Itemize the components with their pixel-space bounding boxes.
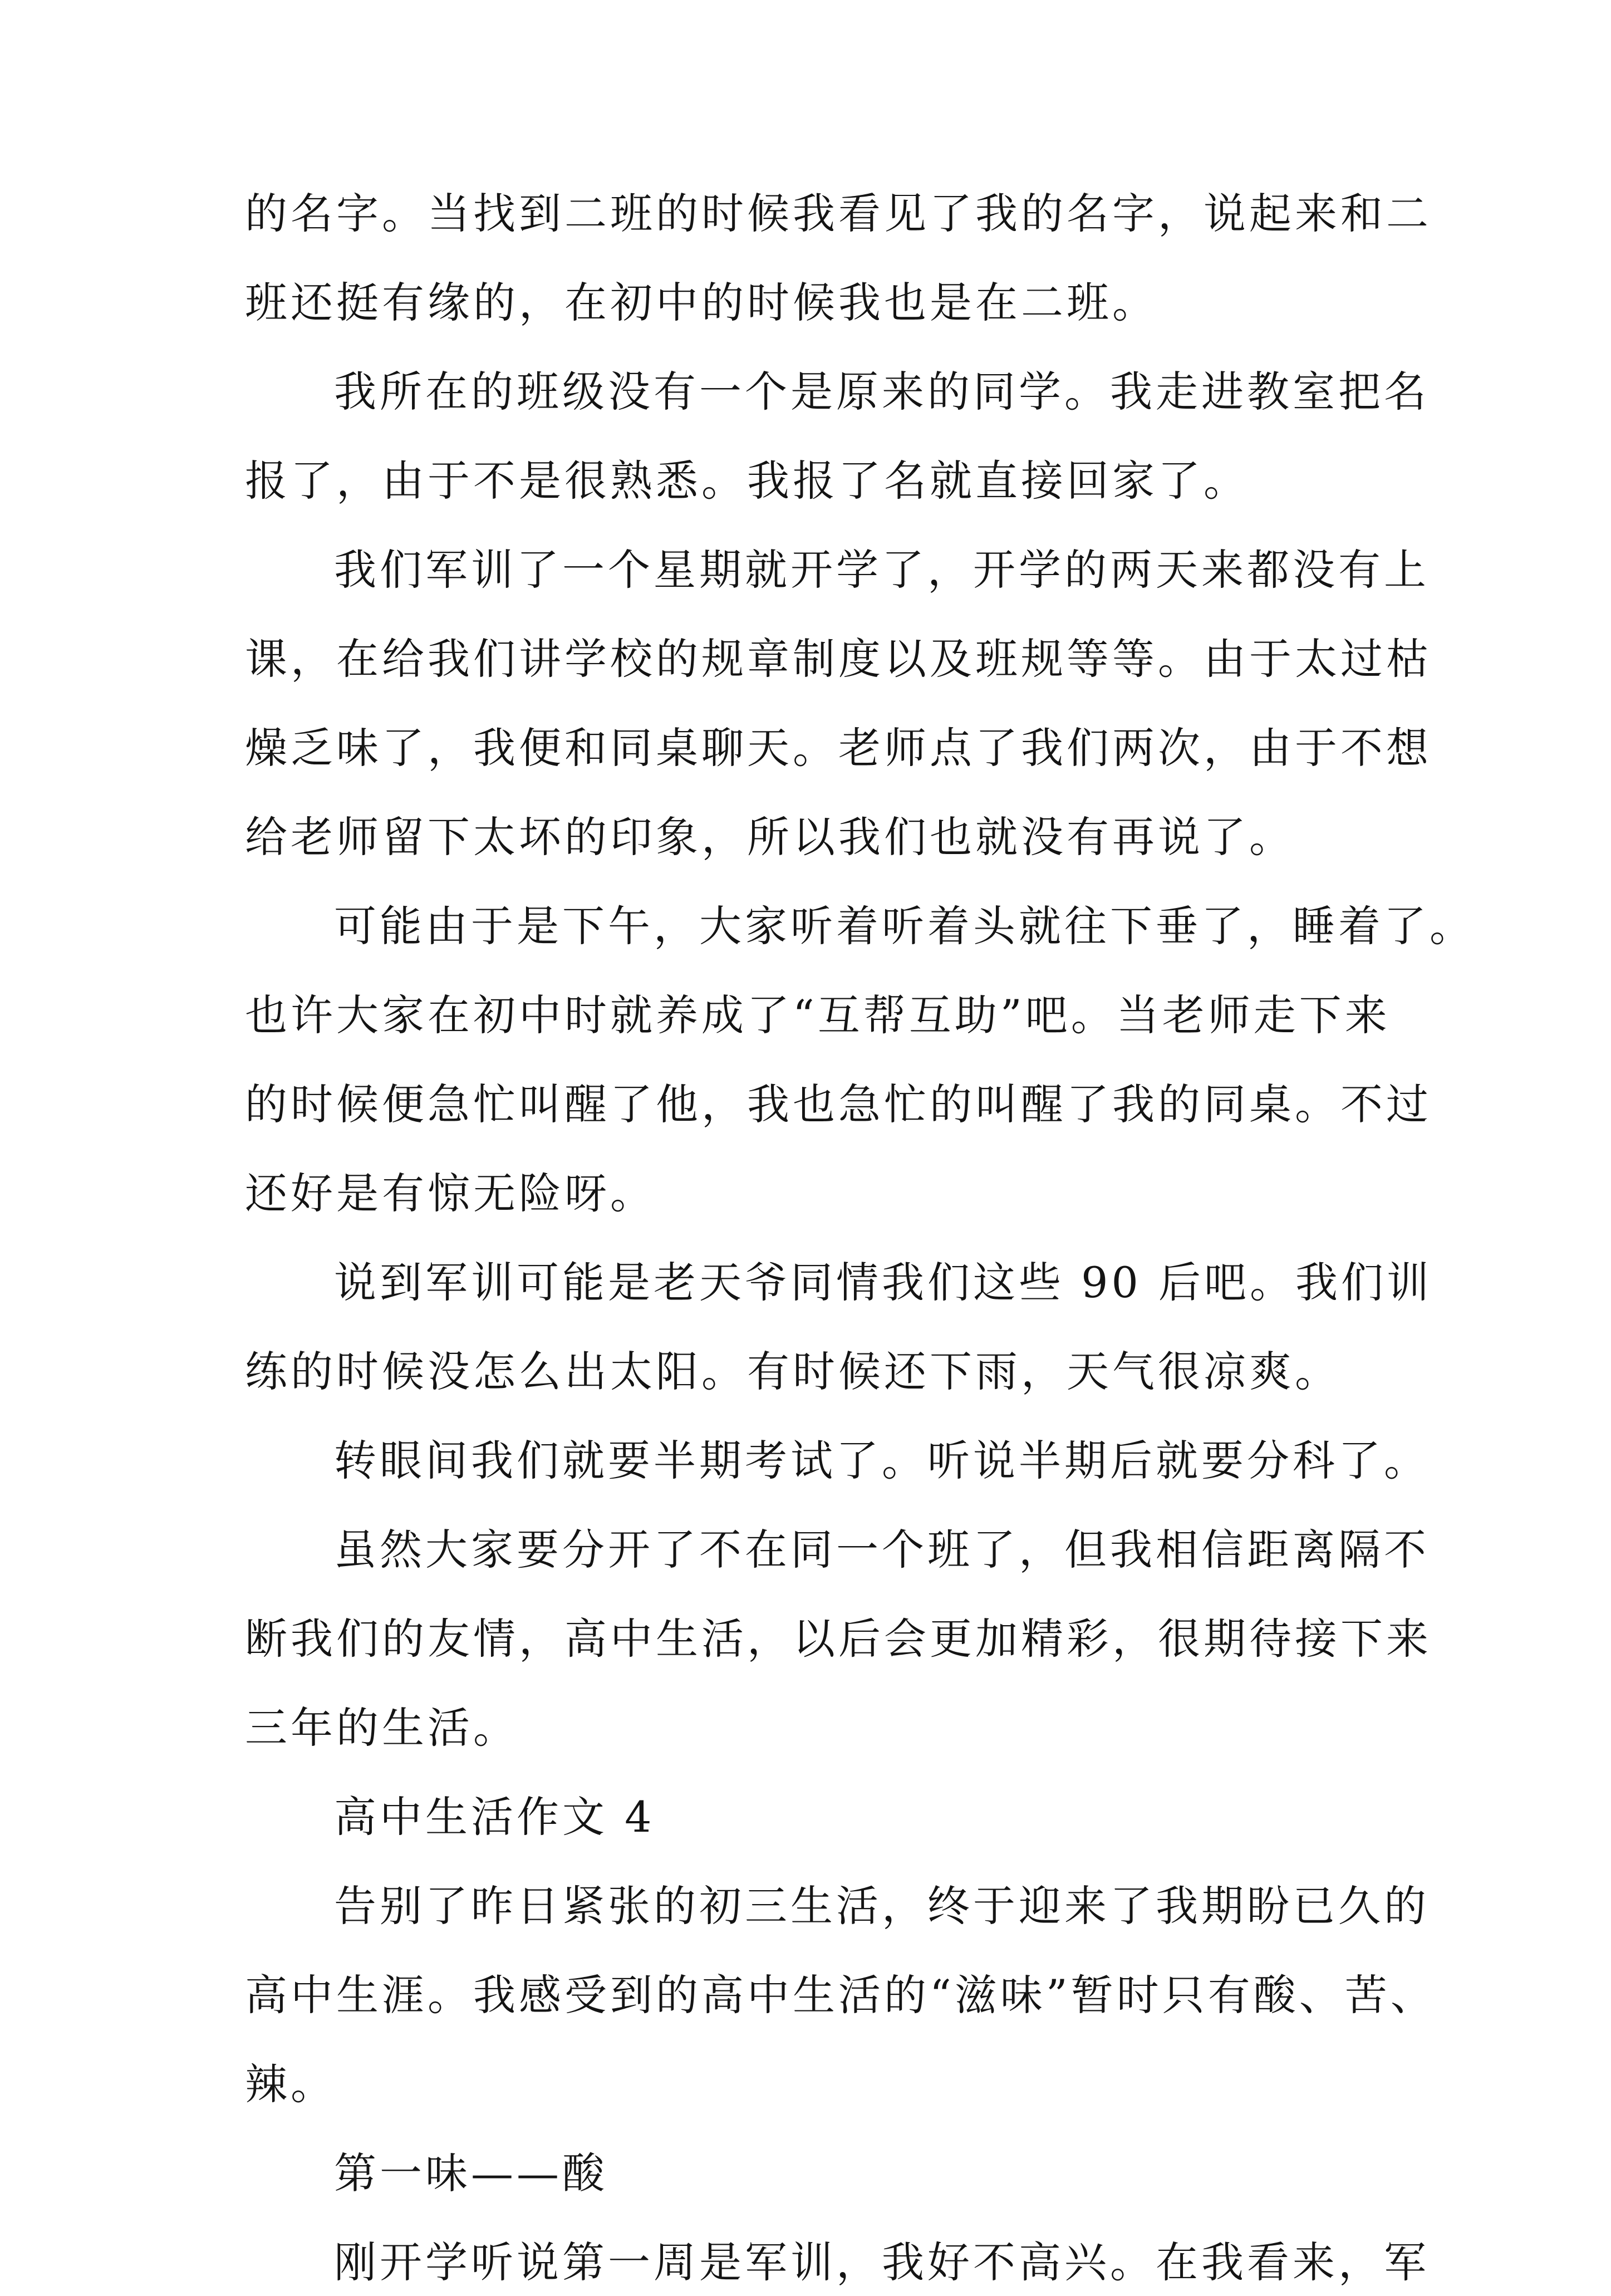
text-line: 高中生涯。我感受到的高中生活的“滋味”暂时只有酸、苦、 [245, 1970, 1436, 2020]
text-line: 虽然大家要分开了不在同一个班了，但我相信距离隔不 [334, 1525, 1430, 1574]
text-line: 也许大家在初中时就养成了“互帮互助”吧。当老师走下来 [245, 990, 1391, 1040]
text-line: 燥乏味了，我便和同桌聊天。老师点了我们两次，由于不想 [245, 723, 1432, 773]
text-line: 断我们的友情，高中生活，以后会更加精彩，很期待接下来 [245, 1614, 1432, 1664]
text-line: 还好是有惊无险呀。 [245, 1169, 656, 1218]
text-line: 我们军训了一个星期就开学了，开学的两天来都没有上 [334, 545, 1430, 595]
text-line: 班还挺有缘的，在初中的时候我也是在二班。 [245, 278, 1158, 327]
text-line: 可能由于是下午，大家听着听着头就往下垂了，睡着了。 [334, 901, 1475, 951]
text-line: 练的时候没怎么出太阳。有时候还下雨，天气很凉爽。 [245, 1347, 1340, 1396]
section-heading: 高中生活作文 4 [334, 1792, 655, 1842]
subsection-heading: 第一味——酸 [334, 2148, 608, 2198]
text-line: 三年的生活。 [245, 1703, 519, 1753]
text-line: 课，在给我们讲学校的规章制度以及班规等等。由于太过枯 [245, 634, 1432, 684]
text-line: 的名字。当找到二班的时候我看见了我的名字，说起来和二 [245, 189, 1432, 238]
text-line: 说到军训可能是老天爷同情我们这些 90 后吧。我们训 [334, 1258, 1433, 1307]
text-line: 我所在的班级没有一个是原来的同学。我走进教室把名 [334, 367, 1430, 416]
text-line: 报了，由于不是很熟悉。我报了名就直接回家了。 [245, 456, 1249, 506]
text-line: 辣。 [245, 2059, 336, 2109]
text-line: 的时候便急忙叫醒了他，我也急忙的叫醒了我的同桌。不过 [245, 1080, 1432, 1129]
text-line: 给老师留下太坏的印象，所以我们也就没有再说了。 [245, 812, 1295, 862]
text-line: 告别了昨日紧张的初三生活，终于迎来了我期盼已久的 [334, 1881, 1430, 1931]
text-line: 转眼间我们就要半期考试了。听说半期后就要分科了。 [334, 1436, 1430, 1485]
text-line: 刚开学听说第一周是军训，我好不高兴。在我看来，军 [334, 2238, 1430, 2287]
